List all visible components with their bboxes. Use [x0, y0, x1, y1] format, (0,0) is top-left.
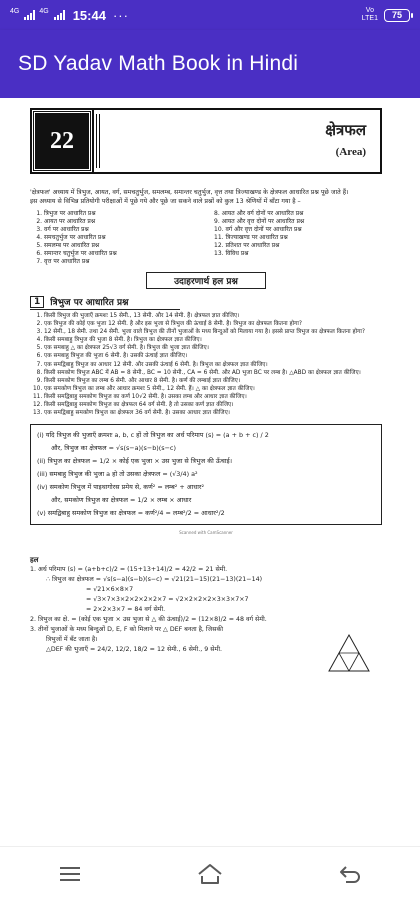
status-left	[10, 8, 129, 23]
status-bar	[0, 0, 420, 30]
home-button[interactable]	[190, 859, 230, 889]
formula-line: (iv) समकोण त्रिभुज में पाइथागोरस प्रमेय से, कर्ण² = लम्ब² + आधार²	[37, 482, 205, 491]
solution-line: 2. त्रिभुज का क्षे. = (कोई एक भुजा × उस भुजा से △ की ऊंचाई)/2 = (12×8)/2 = 48 वर्ग सेमी.	[30, 615, 267, 623]
back-button[interactable]	[330, 859, 370, 889]
back-icon	[338, 864, 362, 884]
signal-icon-2	[54, 10, 65, 20]
sim1-network-tag: 4G	[10, 7, 20, 15]
intro-paragraph: इस अध्याय से विभिन्न प्रतियोगी परीक्षाओं में पूछे गये और पूछे जा सकने वाले प्रश्नों को कुल 13 श्रेणियों में बाँटा गया है –	[30, 198, 301, 205]
solution-line: त्रिभुजों में बँट जाता है।	[46, 635, 98, 643]
signal-icon	[24, 10, 35, 20]
formula-line: (v) समद्विबाहु समकोण त्रिभुज का क्षेत्रफल = कर्ण²/4 = लम्ब²/2 = आधार²/2	[37, 508, 225, 517]
watermark: Scanned with CamScanner	[179, 529, 233, 535]
sim2-network-tag: 4G	[39, 7, 49, 15]
solution-line: 1. अर्ध परिमाप (s) = (a+b+c)/2 = (15+13+14)/2 = 42/2 = 21 सेमी.	[30, 565, 228, 573]
formula-line: (ii) त्रिभुज का क्षेत्रफल = 1/2 × कोई एक भुजा × उस भुजा से त्रिभुज की ऊँचाई।	[37, 456, 233, 465]
navigation-bar	[0, 846, 420, 900]
solutions-section	[30, 555, 382, 655]
triangle-diagram	[326, 633, 372, 675]
question-item: 9. किसी समकोण त्रिभुज का लम्ब 6 सेमी. और आधार 8 सेमी. है। कर्ण की लम्बाई ज्ञात कीजिए।	[44, 378, 382, 386]
question-list	[30, 313, 382, 418]
chapter-title-english: (Area)	[335, 146, 366, 158]
formula-line: (i) यदि त्रिभुज की भुजाएँ क्रमशः a, b, c हों तो त्रिभुज का अर्ध परिमाप (s) = (a + b + c) / 2	[37, 430, 269, 439]
topic-item: 4. समचतुर्भुज पर आधारित प्रश्न	[44, 234, 206, 242]
topic-list-left	[30, 210, 206, 266]
app-bar	[0, 30, 420, 98]
topic-item: 12. प्रतिशत पर आधारित प्रश्न	[214, 242, 382, 250]
solved-examples-label: उदाहरणार्थ हल प्रश्न	[146, 272, 266, 289]
chapter-number: 22	[32, 110, 92, 172]
battery-icon	[384, 9, 410, 22]
chapter-title-box	[96, 114, 376, 168]
topic-item: 3. वर्ग पर आधारित प्रश्न	[44, 226, 206, 234]
battery-level: 75	[391, 10, 402, 20]
formula-box	[30, 424, 382, 525]
formula-line: (iii) समबाहु त्रिभुज की भुजा a हो तो उसका क्षेत्रफल = (√3/4) a²	[37, 469, 198, 478]
menu-icon	[59, 866, 81, 882]
topic-item: 8. आयत और वर्ग दोनों पर आधारित प्रश्न	[214, 210, 382, 218]
question-item: 4. किसी समबाहु त्रिभुज की भुजा 8 सेमी. है। त्रिभुज का क्षेत्रफल ज्ञात कीजिए।	[44, 337, 382, 345]
question-item: 13. एक समद्विबाहु समकोण त्रिभुज का क्षेत्रफल 36 वर्ग सेमी. है। उसका आधार ज्ञात कीजिए।	[44, 410, 382, 418]
topic-item: 9. आयत और वृत्त दोनों पर आधारित प्रश्न	[214, 218, 382, 226]
home-icon	[197, 863, 223, 885]
topic-item: 5. समलम्ब पर आधारित प्रश्न	[44, 242, 206, 250]
scanned-page	[30, 108, 382, 655]
topic-list	[30, 210, 382, 266]
menu-button[interactable]	[50, 859, 90, 889]
chapter-title-hindi: क्षेत्रफल	[325, 121, 366, 139]
question-item: 12. किसी समद्विबाहु समकोण त्रिभुज का क्षेत्रफल 64 वर्ग सेमी. है तो उसका कर्ण ज्ञात कीजिए।	[44, 402, 382, 410]
formula-line: और, समकोण त्रिभुज का क्षेत्रफल = 1/2 × लम्ब × आधार	[51, 495, 192, 504]
subsection-heading	[30, 295, 180, 310]
solution-line: = √3×7×3×2×2×2×2×7 = √2×2×2×2×3×3×7×7	[86, 595, 249, 603]
formula-line: और, त्रिभुज का क्षेत्रफल = √s(s−a)(s−b)(s−c)	[51, 443, 176, 452]
solution-line: = 2×2×3×7 = 84 वर्ग सेमी.	[86, 605, 166, 613]
question-item: 8. किसी समकोण त्रिभुज ABC में AB = 8 सेमी., BC = 10 सेमी., CA = 6 सेमी. और AD भुजा BC पर लम्ब है। △ABD का क्षेत्रफल ज्ञात कीजिए।	[44, 370, 382, 378]
question-item: 6. एक समबाहु त्रिभुज की भुजा 6 सेमी. है। उसकी ऊंचाई ज्ञात कीजिए।	[44, 353, 382, 361]
question-item: 10. एक समकोण त्रिभुज का लम्ब और आधार क्रमशः 5 सेमी., 12 सेमी. हैं। △ का क्षेत्रफल ज्ञात कीजिए।	[44, 386, 382, 394]
solution-line: = √21×6×8×7	[86, 585, 134, 593]
question-item: 5. एक समबाहु △ का क्षेत्रफल 25√3 वर्ग सेमी. है। त्रिभुज की भुजा ज्ञात कीजिए।	[44, 345, 382, 353]
question-item: 3. 12 सेमी., 18 सेमी. तथा 24 सेमी. भुजा वाले त्रिभुज की तीनों भुजाओं के मध्य बिन्दुओं को मिलाया गया है। इससे प्राप्त त्रिभुज का क्षेत्रफल कितना होगा?	[44, 329, 382, 337]
status-time: 15:44	[72, 7, 106, 23]
topic-item: 13. विविध प्रश्न	[214, 250, 382, 258]
question-item: 2. एक त्रिभुज की कोई एक भुजा 12 सेमी. है और इस भुजा से त्रिभुज की ऊंचाई 8 सेमी. है। त्रिभुज का क्षेत्रफल कितना होगा?	[44, 321, 382, 329]
topic-list-right	[206, 210, 382, 266]
notification-dots: ···	[112, 7, 129, 23]
volte-icon: Vo LTE1	[361, 7, 378, 22]
subsection-title: त्रिभुज पर आधारित प्रश्न	[50, 298, 129, 308]
subsection-number: 1	[30, 296, 44, 308]
topic-item: 10. वर्ग और वृत्त दोनों पर आधारित प्रश्न	[214, 226, 382, 234]
question-item: 11. किसी समद्विबाहु समकोण त्रिभुज का कर्ण 10√2 सेमी. है। उसका लम्ब और आधार ज्ञात कीजिए।	[44, 394, 382, 402]
app-title: SD Yadav Math Book in Hindi	[18, 52, 299, 75]
solutions-heading: हल	[30, 555, 39, 564]
solution-line: ∴ त्रिभुज का क्षेत्रफल = √s(s−a)(s−b)(s−c) = √21(21−15)(21−13)(21−14)	[46, 575, 263, 583]
book-page-viewer[interactable]	[0, 98, 420, 846]
chapter-header	[30, 108, 382, 174]
status-right	[362, 7, 410, 23]
topic-item: 2. आयत पर आधारित प्रश्न	[44, 218, 206, 226]
intro-paragraph: 'क्षेत्रफल' अध्याय में त्रिभुज, आयत, वर्ग, समचतुर्भुज, समलम्ब, समान्तर चतुर्भुज, वृत्त तथा त्रिज्याखण्ड के क्षेत्रफल आधारित प्रश्न पूछे जाते हैं।	[30, 189, 349, 196]
solution-line: △DEF की भुजाएँ = 24/2, 12/2, 18/2 = 12 सेमी., 6 सेमी., 9 सेमी.	[46, 645, 222, 653]
topic-item: 6. समान्तर चतुर्भुज पर आधारित प्रश्न	[44, 250, 206, 258]
chapter-intro	[30, 188, 382, 206]
solution-line: 3. तीनों भुजाओं के मध्य बिन्दुओं D, E, F को मिलाने पर △ DEF बनता है, जिसकी	[30, 625, 223, 633]
topic-item: 11. त्रिज्याखण्ड पर आधारित प्रश्न	[214, 234, 382, 242]
question-item: 7. एक समद्विबाहु त्रिभुज का आधार 12 सेमी. और उसकी ऊंचाई 6 सेमी. है। त्रिभुज का क्षेत्रफल ज्ञात कीजिए।	[44, 362, 382, 370]
topic-item: 7. वृत्त पर आधारित प्रश्न	[44, 258, 206, 266]
topic-item: 1. त्रिभुज पर आधारित प्रश्न	[44, 210, 206, 218]
question-item: 1. किसी त्रिभुज की भुजाएँ क्रमशः 15 सेमी., 13 सेमी. और 14 सेमी. हैं। क्षेत्रफल ज्ञात कीजिए।	[44, 313, 382, 321]
